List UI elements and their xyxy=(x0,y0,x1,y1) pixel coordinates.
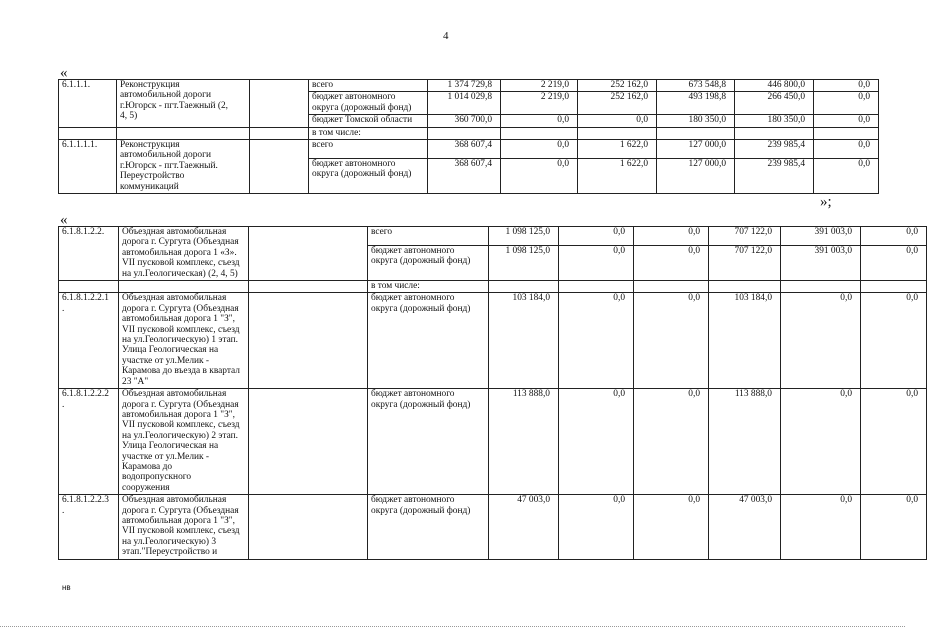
funding-source: всего xyxy=(368,227,489,246)
amount-cell: 1 098 125,0 xyxy=(489,227,559,246)
empty-cell xyxy=(814,127,879,139)
amount-cell: 0,0 xyxy=(634,246,709,281)
amount-cell: 673 548,8 xyxy=(657,80,735,92)
table-row xyxy=(59,293,927,389)
table-row xyxy=(59,140,879,159)
amount-cell: 0,0 xyxy=(861,246,927,281)
responsible-cell xyxy=(250,140,309,194)
funding-source: бюджет автономного округа (дорожный фонд) xyxy=(368,389,489,495)
empty-cell xyxy=(501,127,578,139)
opening-quote-1: « xyxy=(60,65,68,81)
funding-source: бюджет автономного округа (дорожный фонд) xyxy=(309,92,428,115)
item-name: Объездная автомобильная дорога г. Сургута (Объездная автомобильная дорога 1 «З». VII пусковой комплекс, съезд на ул.Геологическая) (2, 4, 5) xyxy=(119,227,249,281)
amount-cell: 0,0 xyxy=(634,389,709,495)
amount-cell: 0,0 xyxy=(578,115,657,127)
funding-source: всего xyxy=(309,80,428,92)
table-row xyxy=(59,495,927,559)
funding-source: бюджет автономного округа (дорожный фонд) xyxy=(368,495,489,559)
empty-cell xyxy=(709,281,781,293)
responsible-cell xyxy=(249,293,368,389)
amount-cell: 103 184,0 xyxy=(489,293,559,389)
amount-cell: 47 003,0 xyxy=(489,495,559,559)
amount-cell: 113 888,0 xyxy=(489,389,559,495)
amount-cell: 113 888,0 xyxy=(709,389,781,495)
amount-cell: 0,0 xyxy=(501,159,578,194)
amount-cell: 1 622,0 xyxy=(578,140,657,159)
item-name: Объездная автомобильная дорога г. Сургута (Объездная автомобильная дорога 1 "З", VII пусковой комплекс, съезд на ул.Геологическую) 3 этап."Переустройство и xyxy=(119,495,249,559)
amount-cell: 1 622,0 xyxy=(578,159,657,194)
amount-cell: 0,0 xyxy=(559,246,634,281)
amount-cell: 368 607,4 xyxy=(428,159,501,194)
amount-cell: 180 350,0 xyxy=(735,115,814,127)
amount-cell: 0,0 xyxy=(634,293,709,389)
amount-cell: 103 184,0 xyxy=(709,293,781,389)
amount-cell: 0,0 xyxy=(559,293,634,389)
item-code: 6.1.8.1.2.2.2 . xyxy=(59,389,119,495)
funding-source: бюджет автономного округа (дорожный фонд) xyxy=(368,246,489,281)
empty-cell xyxy=(59,281,119,293)
budget-table-1 xyxy=(58,79,879,194)
amount-cell: 391 003,0 xyxy=(781,246,861,281)
amount-cell: 252 162,0 xyxy=(578,92,657,115)
empty-cell xyxy=(249,281,368,293)
amount-cell: 127 000,0 xyxy=(657,159,735,194)
empty-cell xyxy=(657,127,735,139)
item-code: 6.1.8.1.2.2.1 . xyxy=(59,293,119,389)
amount-cell: 0,0 xyxy=(861,495,927,559)
empty-cell xyxy=(428,127,501,139)
amount-cell: 391 003,0 xyxy=(781,227,861,246)
responsible-cell xyxy=(250,80,309,128)
amount-cell: 239 985,4 xyxy=(735,140,814,159)
amount-cell: 127 000,0 xyxy=(657,140,735,159)
funding-source: всего xyxy=(309,140,428,159)
amount-cell: 0,0 xyxy=(814,140,879,159)
amount-cell: 0,0 xyxy=(814,115,879,127)
closing-quote: »; xyxy=(820,194,832,210)
item-code: 6.1.8.1.2.2. xyxy=(59,227,119,281)
opening-quote-2: « xyxy=(60,212,68,228)
empty-cell xyxy=(119,281,249,293)
footer-mark: нв xyxy=(62,583,71,592)
amount-cell: 239 985,4 xyxy=(735,159,814,194)
amount-cell: 0,0 xyxy=(861,227,927,246)
item-name: Реконструкция автомобильной дороги г.Югорск - пгт.Таежный (2, 4, 5) xyxy=(117,80,250,128)
amount-cell: 252 162,0 xyxy=(578,80,657,92)
empty-cell xyxy=(578,127,657,139)
amount-cell: 446 800,0 xyxy=(735,80,814,92)
responsible-cell xyxy=(249,495,368,559)
item-code: 6.1.1.1. xyxy=(59,80,117,128)
amount-cell: 0,0 xyxy=(781,293,861,389)
amount-cell: 2 219,0 xyxy=(501,80,578,92)
responsible-cell xyxy=(249,227,368,281)
item-name: Объездная автомобильная дорога г. Сургута (Объездная автомобильная дорога 1 "З", VII пусковой комплекс, съезд на ул.Геологическую) 2 этап. Улица Геологическая на участке от ул.Мелик - Карамова до водопропускного сооружения xyxy=(119,389,249,495)
table-row xyxy=(59,227,927,246)
amount-cell: 360 700,0 xyxy=(428,115,501,127)
amount-cell: 0,0 xyxy=(781,495,861,559)
in-total-label: в том числе: xyxy=(368,281,489,293)
item-name: Объездная автомобильная дорога г. Сургута (Объездная автомобильная дорога 1 "З", VII пусковой комплекс, съезд на ул.Геологическую) 1 этап. Улица Геологическая на участке от ул.Мелик - Карамова до въезда в квартал 23 "А" xyxy=(119,293,249,389)
amount-cell: 0,0 xyxy=(634,495,709,559)
subtotal-label-row xyxy=(59,127,879,139)
table-2-body xyxy=(59,227,927,560)
empty-cell xyxy=(781,281,861,293)
amount-cell: 1 098 125,0 xyxy=(489,246,559,281)
amount-cell: 368 607,4 xyxy=(428,140,501,159)
amount-cell: 0,0 xyxy=(559,495,634,559)
amount-cell: 0,0 xyxy=(861,293,927,389)
amount-cell: 0,0 xyxy=(501,115,578,127)
amount-cell: 0,0 xyxy=(814,159,879,194)
amount-cell: 180 350,0 xyxy=(657,115,735,127)
item-name: Реконструкция автомобильной дороги г.Югорск - пгт.Таежный. Переустройство коммуникаций xyxy=(117,140,250,194)
amount-cell: 0,0 xyxy=(814,92,879,115)
amount-cell: 0,0 xyxy=(781,389,861,495)
empty-cell xyxy=(250,127,309,139)
empty-cell xyxy=(59,127,117,139)
table-1-body xyxy=(59,80,879,194)
empty-cell xyxy=(559,281,634,293)
amount-cell: 2 219,0 xyxy=(501,92,578,115)
amount-cell: 493 198,8 xyxy=(657,92,735,115)
empty-cell xyxy=(489,281,559,293)
empty-cell xyxy=(634,281,709,293)
item-code: 6.1.1.1.1. xyxy=(59,140,117,194)
amount-cell: 1 374 729,8 xyxy=(428,80,501,92)
table-row xyxy=(59,389,927,495)
item-code: 6.1.8.1.2.2.3 . xyxy=(59,495,119,559)
amount-cell: 0,0 xyxy=(559,389,634,495)
empty-cell xyxy=(861,281,927,293)
amount-cell: 266 450,0 xyxy=(735,92,814,115)
funding-source: бюджет Томской области xyxy=(309,115,428,127)
amount-cell: 0,0 xyxy=(634,227,709,246)
amount-cell: 707 122,0 xyxy=(709,227,781,246)
table-row xyxy=(59,80,879,92)
amount-cell: 0,0 xyxy=(861,389,927,495)
budget-table-2 xyxy=(58,226,927,560)
page-number: 4 xyxy=(443,30,449,42)
amount-cell: 0,0 xyxy=(501,140,578,159)
scan-edge-line xyxy=(0,626,905,627)
empty-cell xyxy=(735,127,814,139)
amount-cell: 47 003,0 xyxy=(709,495,781,559)
amount-cell: 1 014 029,8 xyxy=(428,92,501,115)
amount-cell: 0,0 xyxy=(559,227,634,246)
funding-source: бюджет автономного округа (дорожный фонд) xyxy=(309,159,428,194)
amount-cell: 0,0 xyxy=(814,80,879,92)
responsible-cell xyxy=(249,389,368,495)
funding-source: бюджет автономного округа (дорожный фонд) xyxy=(368,293,489,389)
in-total-label: в том числе: xyxy=(309,127,428,139)
subtotal-label-row xyxy=(59,281,927,293)
amount-cell: 707 122,0 xyxy=(709,246,781,281)
empty-cell xyxy=(117,127,250,139)
